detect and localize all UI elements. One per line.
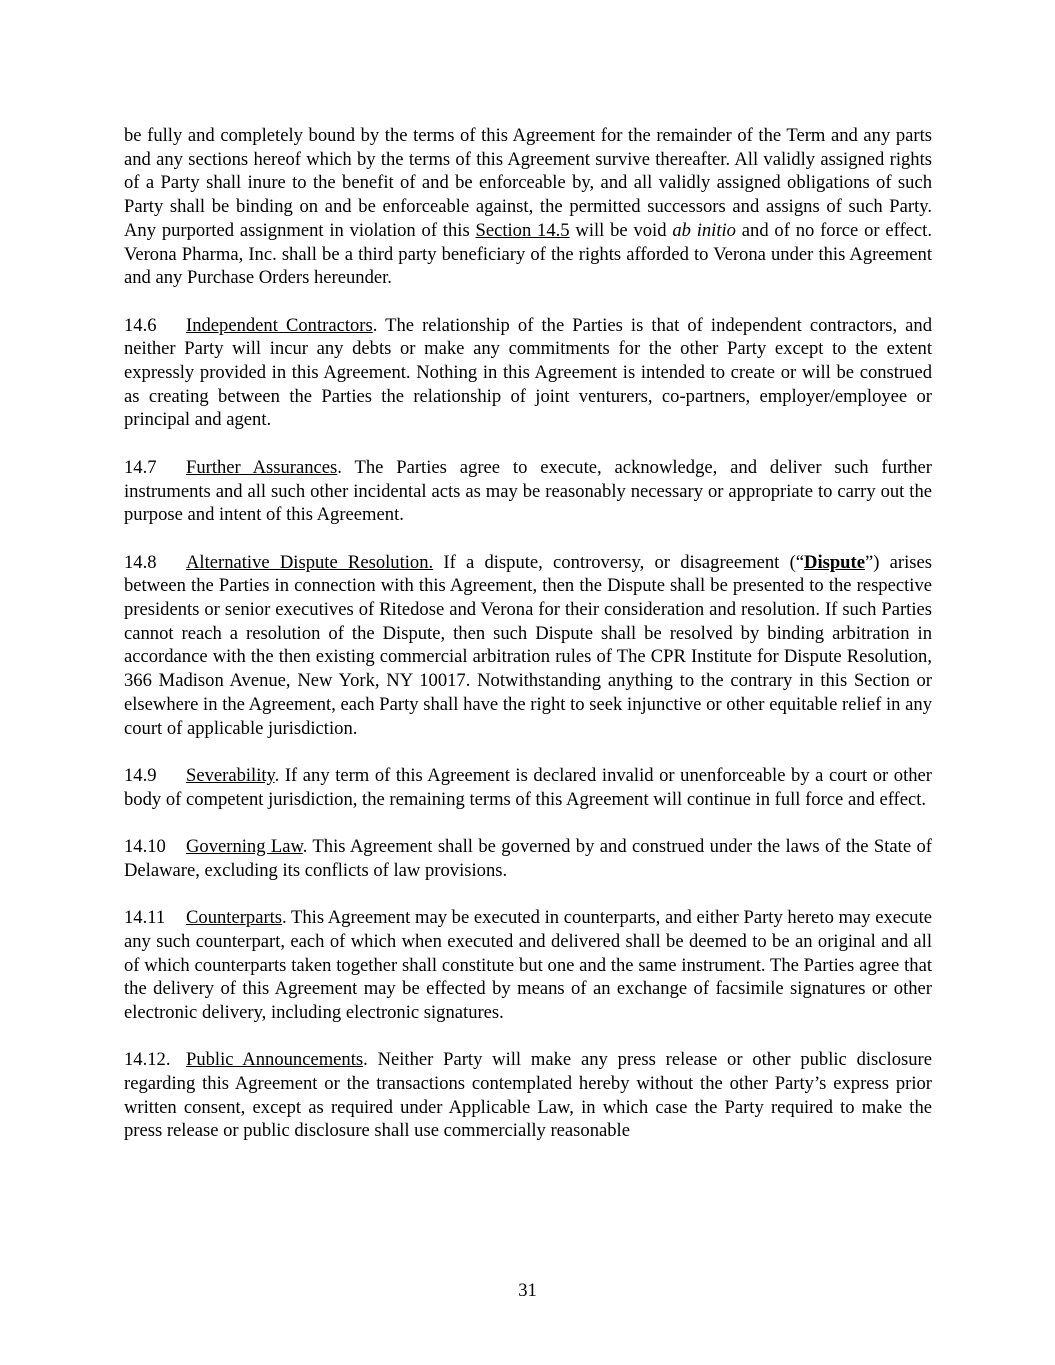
section-14-12 — [124, 1048, 932, 1143]
section-body: . The Parties agree to execute, acknowledge, and deliver such further instruments and all such other incidental acts as may be reasonably necessary or appropriate to carry out the purpose and intent of this Agreement. — [124, 456, 932, 526]
section-heading: Public Announcements — [186, 1049, 364, 1071]
latin-term: ab initio — [672, 219, 736, 241]
section-body: . If any term of this Agreement is declared invalid or unenforceable by a court or other body of competent jurisdiction, the remaining terms of this Agreement will continue in full force and effect. — [124, 764, 932, 810]
section-number: 14.12. — [124, 1049, 171, 1071]
paragraph-text: will be void — [569, 219, 673, 241]
section-body: If a dispute, controversy, or disagreement (“ — [433, 551, 805, 573]
document-page — [124, 124, 932, 1167]
section-number: 14.11 — [124, 907, 166, 929]
paragraph-continuation — [124, 124, 932, 290]
paragraph-text: be fully and completely bound by the terms of this Agreement for the remainder of the Term and any parts and any sections hereof which by the terms of this Agreement survive thereafter. All validly assigned rights of a Party shall inure to the benefit of and be enforceable by, and all validly assigned obligations of such Party shall be binding on and be enforceable against, the permitted successors and assigns of such Party. Any purported assignment in violation of this — [124, 125, 932, 241]
section-heading: Independent Contractors — [186, 314, 373, 336]
section-body: . The relationship of the Parties is that of independent contractors, and neither Party will incur any debts or make any commitments for the other Party except to the extent expressly provided in this Agreement. Nothing in this Agreement is intended to create or will be construed as creating between the Parties the relationship of joint venturers, co-partners, employer/employee or principal and agent. — [124, 314, 933, 431]
section-heading: Alternative Dispute Resolution. — [186, 551, 434, 573]
page-number: 31 — [518, 1280, 537, 1301]
section-body: . Neither Party will make any press release or other public disclosure regarding this Agreement or the transactions contemplated hereby without the other Party’s express prior written consent, except as required under Applicable Law, in which case the Party required to make the press release or public disclosure shall use commercially reasonable — [124, 1049, 932, 1142]
section-body: . This Agreement may be executed in counterparts, and either Party hereto may execute any such counterpart, each of which when executed and delivered shall be deemed to be an original and all of which counterparts taken together shall constitute but one and the same instrument. The Parties agree that the delivery of this Agreement may be effected by means of an exchange of facsimile signatures or other electronic delivery, including electronic signatures. — [124, 907, 932, 1023]
section-number: 14.7 — [124, 456, 157, 478]
section-14-6 — [124, 314, 932, 433]
section-14-8 — [124, 551, 932, 741]
section-body: ”) arises between the Parties in connection with this Agreement, then the Dispute shall be presented to the respective presidents or senior executives of Ritedose and Verona for their consideration and resolution. If such Parties cannot reach a resolution of the Dispute, then such Dispute shall be resolved by binding arbitration in accordance with the then existing commercial arbitration rules of The CPR Institute for Dispute Resolution, 366 Madison Avenue, New York, NY 10017. Notwithstanding anything to the contrary in this Section or elsewhere in the Agreement, each Party shall have the right to seek injunctive or other equitable relief in any court of applicable jurisdiction. — [124, 551, 932, 739]
section-heading: Counterparts — [186, 907, 283, 929]
section-number: 14.10 — [124, 836, 166, 858]
section-heading: Governing Law — [186, 836, 303, 858]
section-14-10 — [124, 835, 932, 882]
section-14-7 — [124, 456, 932, 527]
section-number: 14.8 — [124, 551, 157, 573]
section-number: 14.6 — [124, 314, 157, 336]
section-heading: Further Assurances — [186, 456, 338, 478]
section-body: . This Agreement shall be governed by and construed under the laws of the State of Delaware, excluding its conflicts of law provisions. — [124, 836, 932, 881]
section-14-9 — [124, 764, 932, 811]
section-number: 14.9 — [124, 764, 157, 786]
section-heading: Severability — [186, 764, 275, 786]
defined-term: Dispute — [804, 551, 865, 573]
section-14-11 — [124, 906, 932, 1025]
paragraph-text: and of no force or effect. Verona Pharma, Inc. shall be a third party beneficiary of the rights afforded to Verona under this Agreement and any Purchase Orders hereunder. — [124, 219, 932, 289]
section-reference: Section 14.5 — [475, 219, 570, 241]
